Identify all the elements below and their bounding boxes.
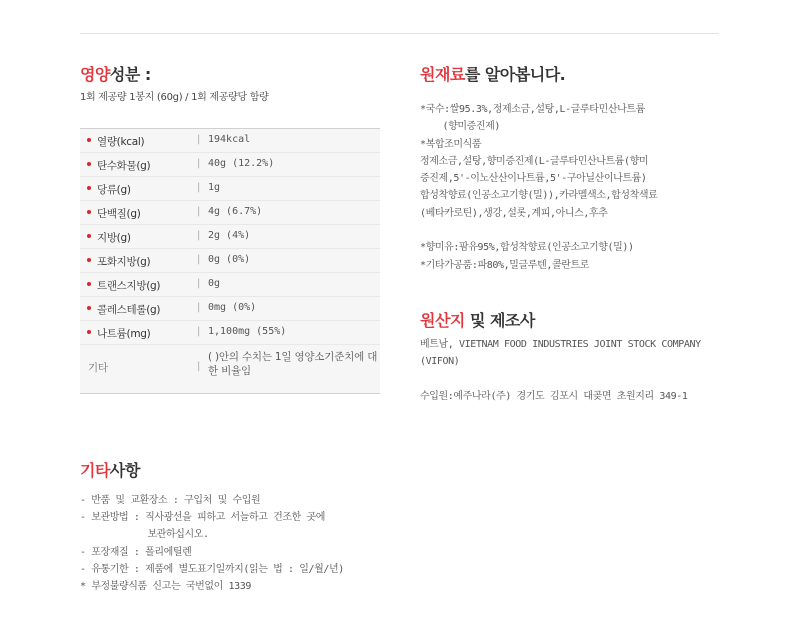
bullet-icon bbox=[87, 330, 91, 334]
nutrient-name: 나트륨(mg) bbox=[97, 328, 151, 340]
serving-info: 1회 제공량 1봉지 (60g) / 1회 제공량당 함량 bbox=[80, 92, 269, 103]
table-row-other bbox=[80, 345, 380, 393]
nutrient-value: 40g (12.2%) bbox=[208, 158, 275, 169]
bullet-icon bbox=[87, 258, 91, 262]
nutrient-value: 194kcal bbox=[208, 134, 251, 145]
separator: | bbox=[197, 361, 201, 372]
separator: | bbox=[197, 326, 201, 337]
etc-title: 기타사항 bbox=[80, 461, 140, 480]
table-row bbox=[80, 153, 380, 177]
nutrient-value: 2g (4%) bbox=[208, 230, 251, 241]
other-note: ( )안의 수치는 1일 영양소기준치에 대한 비율임 bbox=[208, 351, 378, 377]
table-row bbox=[80, 225, 380, 249]
bullet-icon bbox=[87, 138, 91, 142]
bullet-icon bbox=[87, 234, 91, 238]
nutrient-name: 지방(g) bbox=[97, 232, 131, 244]
separator: | bbox=[197, 206, 201, 217]
origin-title: 원산지 및 제조사 bbox=[420, 311, 535, 330]
separator: | bbox=[197, 134, 201, 145]
nutrient-name: 열량(kcal) bbox=[97, 136, 145, 148]
top-divider bbox=[80, 33, 719, 34]
etc-text: - 반품 및 교환장소 : 구입처 및 수입원 - 보관방법 : 직사광선을 피하고 서늘하고 건조한 곳에 보관하십시오. - 포장재질 : 폴리에틸렌 - 유통기한 : 제품에 별도표기일까지(읽는 법 : 일/월/년) * 부정불량식품 신고는 국번없이 1339 bbox=[80, 495, 344, 593]
table-row bbox=[80, 201, 380, 225]
separator: | bbox=[197, 230, 201, 241]
table-row bbox=[80, 249, 380, 273]
table-row bbox=[80, 321, 380, 345]
nutrient-name: 트랜스지방(g) bbox=[97, 280, 161, 292]
bullet-icon bbox=[87, 306, 91, 310]
separator: | bbox=[197, 254, 201, 265]
separator: | bbox=[197, 302, 201, 313]
bullet-icon bbox=[87, 186, 91, 190]
ingredients-title: 원재료를 알아봅니다. bbox=[420, 65, 566, 84]
nutrient-value: 1g bbox=[208, 182, 221, 193]
nutrient-value: 1,100mg (55%) bbox=[208, 326, 287, 337]
separator: | bbox=[197, 158, 201, 169]
nutrition-table bbox=[80, 128, 380, 394]
nutrient-name: 포화지방(g) bbox=[97, 256, 151, 268]
table-row bbox=[80, 177, 380, 201]
nutrient-value: 0mg (0%) bbox=[208, 302, 257, 313]
nutrient-name: 단백질(g) bbox=[97, 208, 141, 220]
table-row bbox=[80, 129, 380, 153]
bullet-icon bbox=[87, 162, 91, 166]
nutrient-value: 4g (6.7%) bbox=[208, 206, 263, 217]
origin-text: 베트남, VIETNAM FOOD INDUSTRIES JOINT STOCK COMPANY (VIFON) 수입원:예주나라(주) 경기도 김포시 대곶면 초원지리 349-1 bbox=[420, 339, 701, 402]
ingredients-text: *국수:쌀95.3%,정제소금,설탕,L-글루타민산나트륨 (향미증진제) *복합조미식품 정제소금,설탕,향미증진제(L-글루타민산나트륨(향미 증진제,5'-이노산산이나트륨,5'-구아닐산이나트륨) 합성착향료(인공소고기향(밀)),카라멜색소,합성착색료 (베타카로틴),생강,설롯,계피,아니스,후추 *향미유:팜유95%,합성착향료(인공소고기향(밀)) *기타가공품:파80%,밀글루텐,콜란트로 bbox=[420, 104, 658, 271]
other-label: 기타 bbox=[88, 362, 108, 374]
separator: | bbox=[197, 278, 201, 289]
bullet-icon bbox=[87, 210, 91, 214]
nutrient-value: 0g bbox=[208, 278, 221, 289]
separator: | bbox=[197, 182, 201, 193]
nutrient-name: 콜레스테롤(g) bbox=[97, 304, 161, 316]
nutrient-value: 0g (0%) bbox=[208, 254, 251, 265]
nutrient-name: 당류(g) bbox=[97, 184, 131, 196]
nutrition-title: 영양성분 : bbox=[80, 65, 151, 84]
table-row bbox=[80, 297, 380, 321]
nutrient-name: 탄수화물(g) bbox=[97, 160, 151, 172]
bullet-icon bbox=[87, 282, 91, 286]
table-row bbox=[80, 273, 380, 297]
